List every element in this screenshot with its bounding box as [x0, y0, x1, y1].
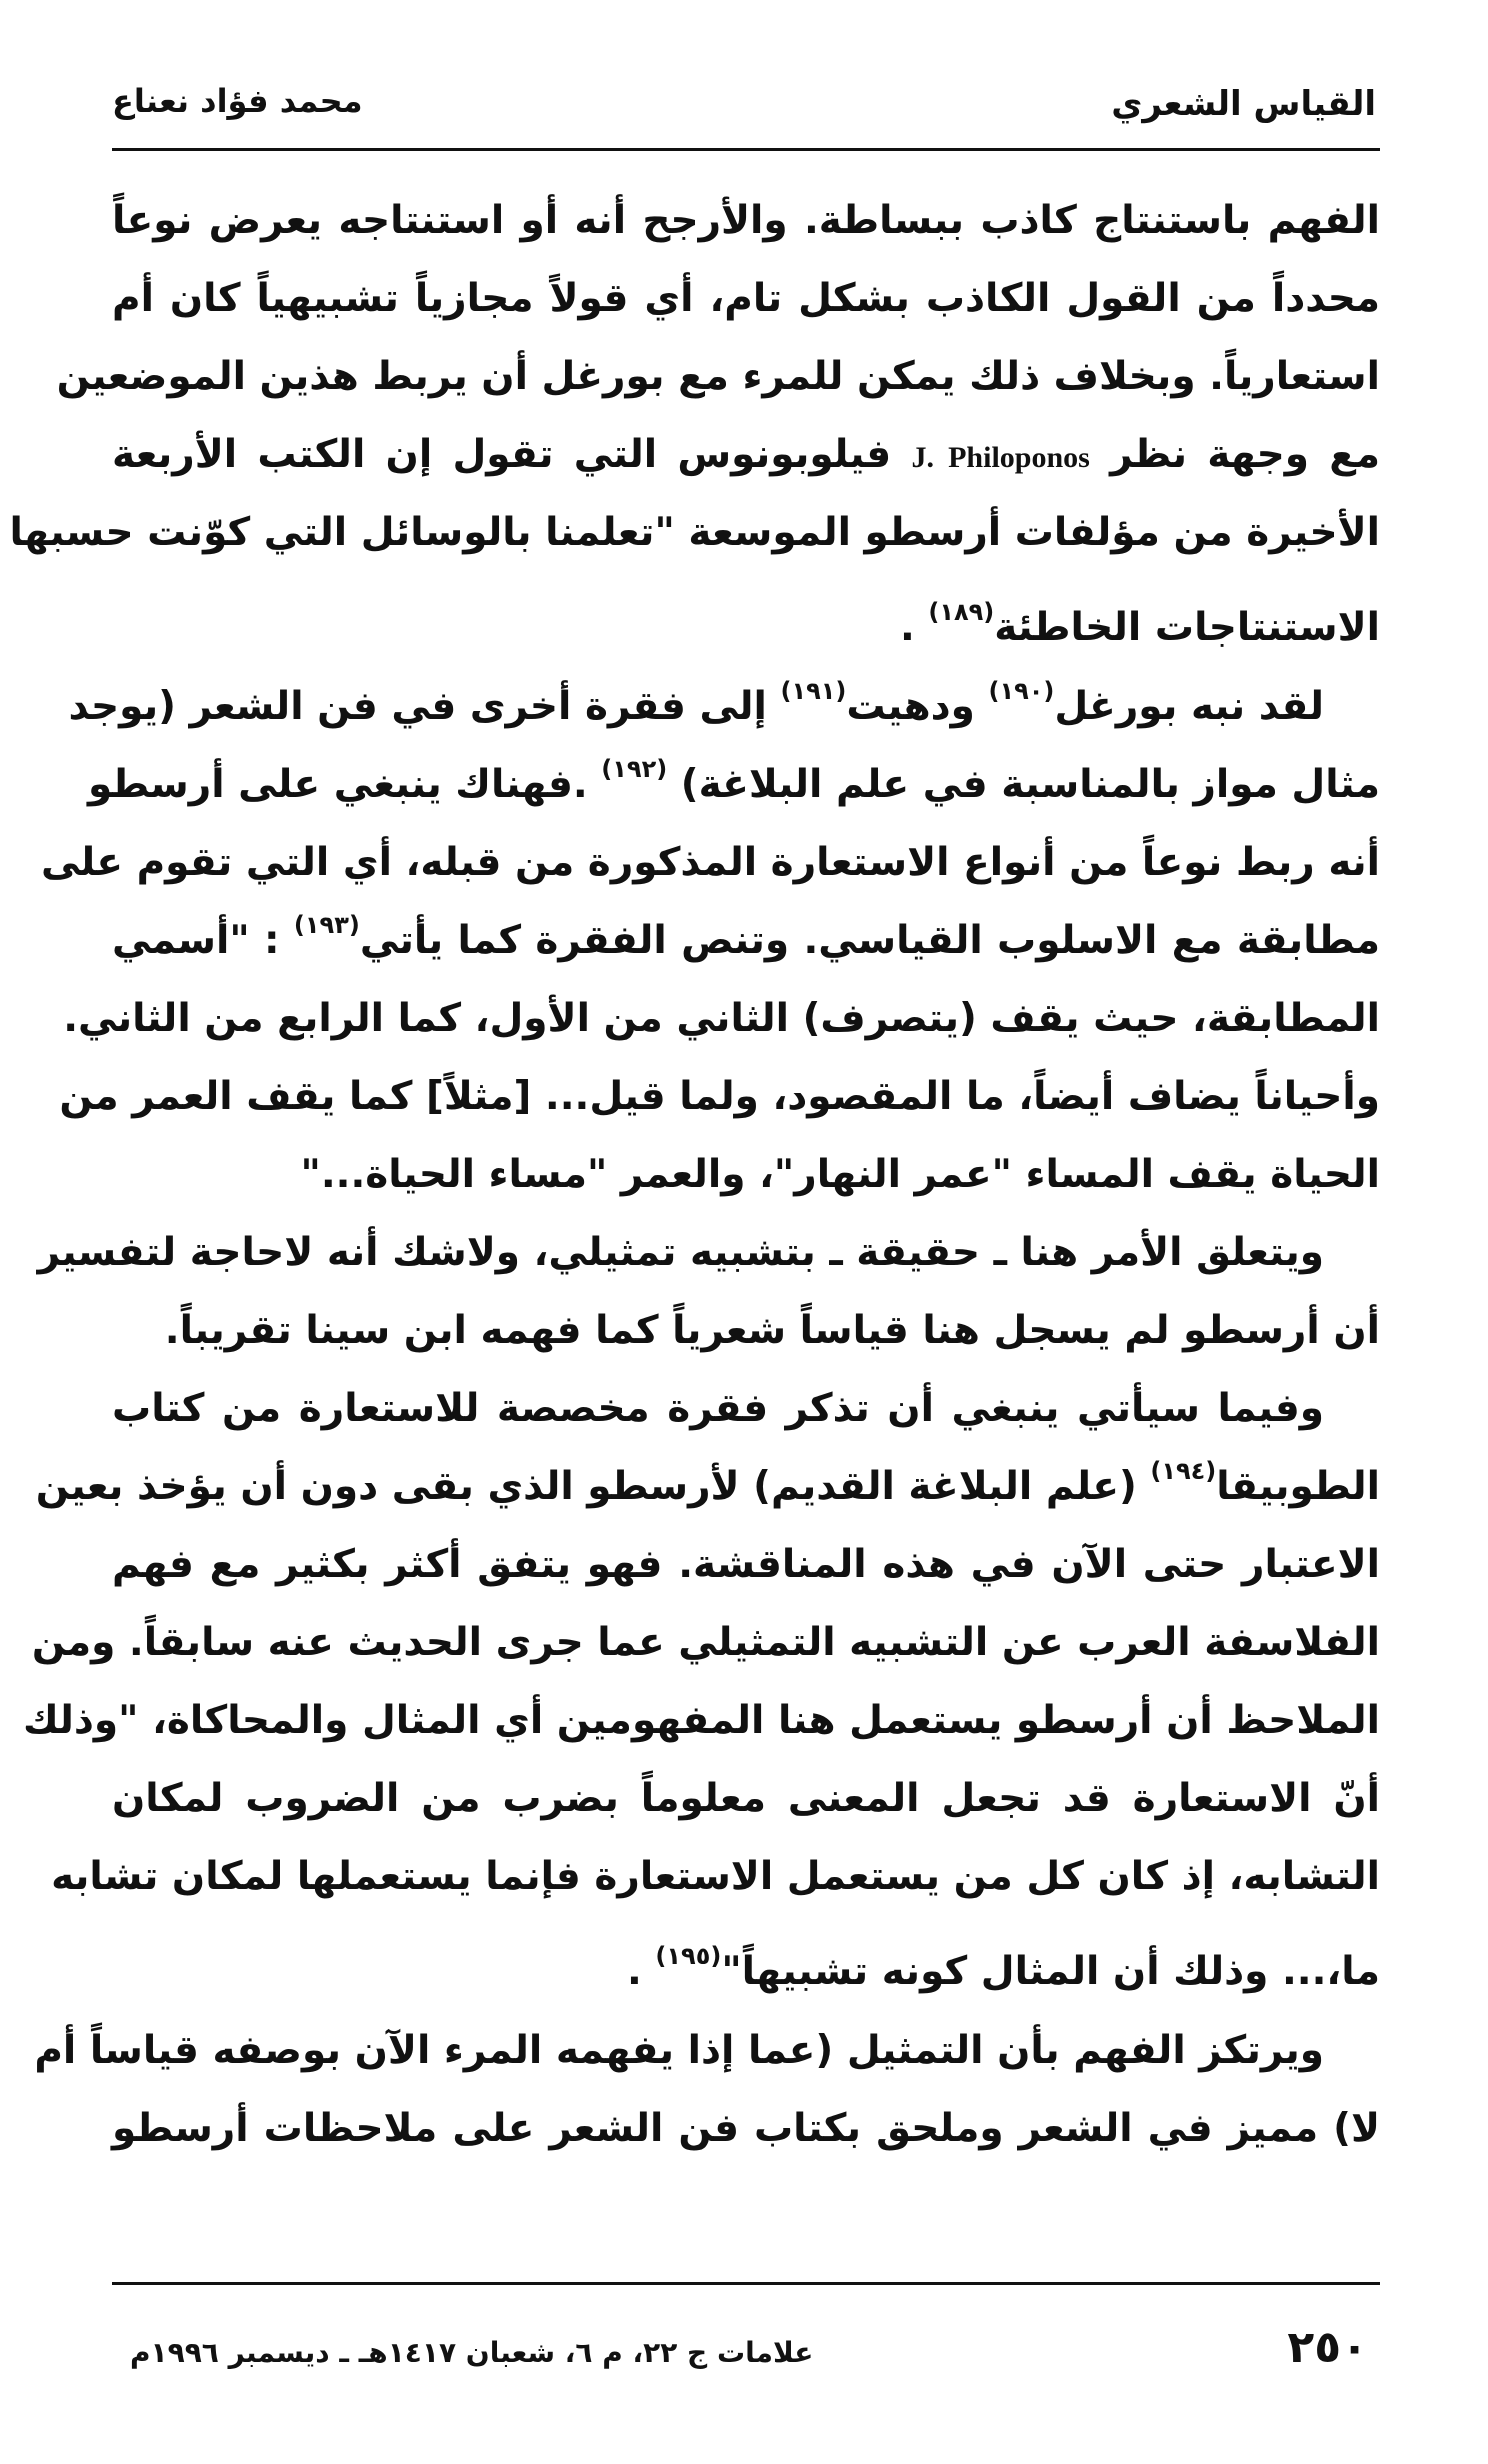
text-line: الفهم باستنتاج كاذب ببساطة. والأرجح أنه أو استنتاجه يعرض نوعاً: [112, 198, 1380, 243]
text-segment: ودهيت: [846, 684, 975, 729]
text-line: أنه ربط نوعاً من أنواع الاستعارة المذكورة من قبله، أي التي تقوم على: [40, 840, 1380, 885]
text-segment: مطابقة مع الاسلوب القياسي. وتنص الفقرة كما يأتي: [359, 918, 1380, 963]
text-line: الفلاسفة العرب عن التشبيه التمثيلي عما جرى الحديث عنه سابقاً. ومن: [31, 1620, 1380, 1665]
paragraph-start-line: ويرتكز الفهم بأن التمثيل (عما إذا يفهمه المرء الآن بوصفه قياساً أم: [34, 2028, 1324, 2073]
journal-citation: علامات ج ٢٢، م ٦، شعبان ١٤١٧هـ ـ ديسمبر ١٩٩٦م: [130, 2336, 814, 2369]
header-rule: [112, 148, 1380, 151]
text-segment: : "أسمي: [112, 918, 280, 963]
running-title: القياس الشعري: [1111, 84, 1376, 124]
text-line: الحياة يقف المساء "عمر النهار"، والعمر "مساء الحياة...": [300, 1152, 1380, 1197]
text-line: [87, 746, 1380, 824]
footnote-ref: (١٩٠): [988, 677, 1055, 705]
text-segment: الطوبيقا: [1216, 1464, 1380, 1509]
text-line: الاستنتاجات الخاطئة$^{(١٨٩)}$ .: [899, 598, 1380, 650]
text-segment: ما،... وذلك أن المثال كونه تشبيهاً": [721, 1949, 1380, 1994]
footnote-ref: (١٩٢): [601, 755, 668, 783]
paragraph-start-line: وفيما سيأتي ينبغي أن تذكر فقرة مخصصة للاستعارة من كتاب: [112, 1386, 1324, 1431]
latin-name: J. Philoponos: [911, 441, 1090, 474]
text-line: [35, 1448, 1380, 1526]
author-name: محمد فؤاد نعناع: [112, 82, 363, 120]
footnote-ref: (١٩١): [780, 677, 847, 705]
text-line: استعارياً. وبخلاف ذلك يمكن للمرء مع بورغل أن يربط هذين الموضعين: [56, 354, 1380, 399]
footnote-ref: (١٩٣): [293, 911, 360, 939]
text-line: الملاحظ أن أرسطو يستعمل هنا المفهومين أي المثال والمحاكاة، "وذلك: [22, 1698, 1380, 1743]
text-segment: .فهناك ينبغي على أرسطو: [87, 762, 588, 807]
text-line: وأحياناً يضاف أيضاً، ما المقصود، ولما قيل... [مثلاً] كما يقف العمر من: [59, 1074, 1380, 1119]
text-line: الاعتبار حتى الآن في هذه المناقشة. فهو يتفق أكثر بكثير مع فهم: [112, 1542, 1380, 1587]
text-line: محدداً من القول الكاذب بشكل تام، أي قولاً مجازياً تشبيهياً كان أم: [112, 276, 1380, 321]
footnote-ref: (١٩٥): [655, 1942, 722, 1970]
text-segment: (علم البلاغة القديم) لأرسطو الذي بقى دون أن يؤخذ بعين: [35, 1464, 1137, 1509]
text-line: لا) مميز في الشعر وملحق بكتاب فن الشعر على ملاحظات أرسطو: [112, 2106, 1380, 2151]
footer-rule: [112, 2282, 1380, 2285]
text-line: [112, 416, 1380, 494]
paragraph-start-line: [68, 668, 1380, 746]
text-line: أن أرسطو لم يسجل هنا قياساً شعرياً كما فهمه ابن سينا تقريباً.: [164, 1308, 1380, 1353]
footnote-ref: (١٩٤): [1150, 1457, 1217, 1485]
article-body: [9, 182, 1381, 2168]
page-number: ٢٥٠: [1287, 2322, 1368, 2373]
text-line: التشابه، إذ كان كل من يستعمل الاستعارة فإنما يستعملها لمكان تشابه: [51, 1854, 1380, 1899]
text-segment: مثال مواز بالمناسبة في علم البلاغة): [680, 762, 1380, 807]
text-segment: مع وجهة نظر: [1110, 432, 1381, 477]
text-line: ما،... وذلك أن المثال كونه تشبيهاً"$^{(١٩٥)}$ .: [627, 1942, 1380, 1994]
text-line: الأخيرة من مؤلفات أرسطو الموسعة "تعلمنا بالوسائل التي كوّنت حسبها: [9, 510, 1380, 555]
text-segment: إلى فقرة أخرى في فن الشعر (يوجد: [68, 684, 767, 729]
text-segment: فيلوبونوس التي تقول إن الكتب الأربعة: [112, 432, 892, 477]
text-line: المطابقة، حيث يقف (يتصرف) الثاني من الأول، كما الرابع من الثاني.: [63, 996, 1380, 1041]
footnote-ref: (١٨٩): [928, 598, 995, 626]
text-line: [112, 902, 1380, 980]
text-segment: لقد نبه بورغل: [1054, 684, 1324, 729]
paragraph-start-line: ويتعلق الأمر هنا ـ حقيقة ـ بتشبيه تمثيلي، ولاشك أنه لاحاجة لتفسير: [37, 1230, 1324, 1275]
text-segment: الاستنتاجات الخاطئة: [994, 605, 1380, 650]
text-line: أنّ الاستعارة قد تجعل المعنى معلوماً بضرب من الضروب لمكان: [112, 1776, 1380, 1821]
